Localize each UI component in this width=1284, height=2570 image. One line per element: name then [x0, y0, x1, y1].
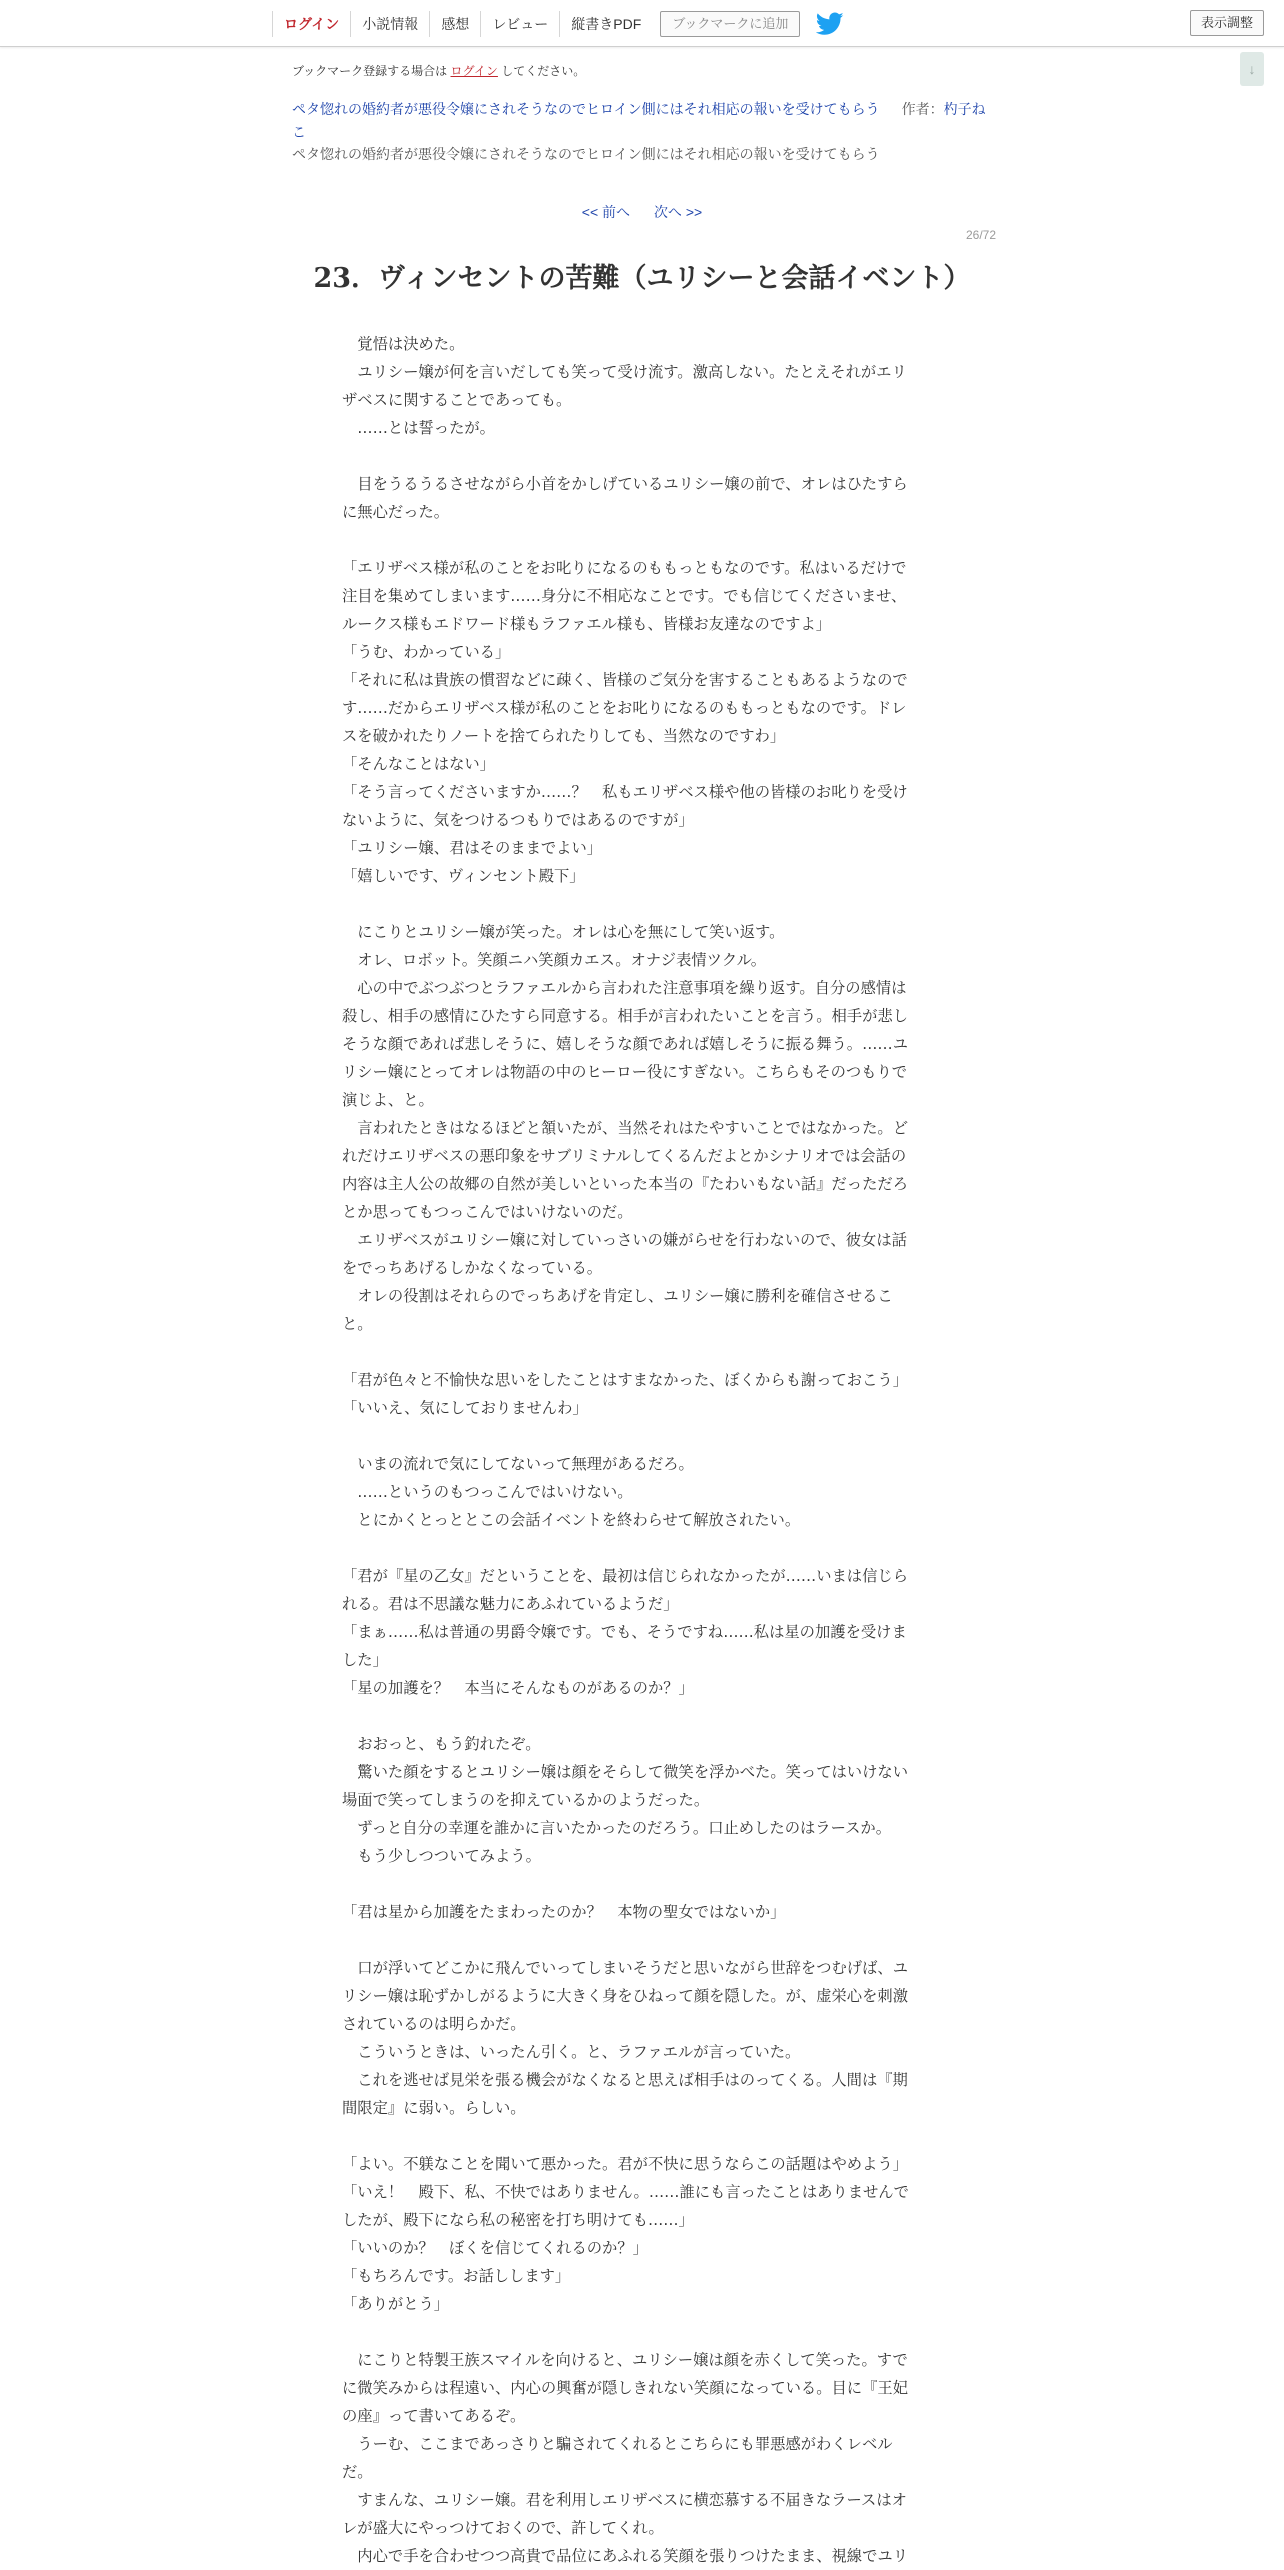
nav-impressions-link[interactable]: 感想 [429, 11, 480, 37]
text-line: ……というのもつっこんではいけない。 [342, 1483, 633, 1501]
notice-suffix: してください。 [501, 64, 586, 78]
text-line: と。 [342, 1315, 373, 1333]
text-line: 注目を集めてしまいます……身分に不相応なことです。でも信じてくださいませ、 [342, 587, 907, 605]
text-line: 「君が色々と不愉快な思いをしたことはすまなかった、ぼくからも謝っておこう」 [342, 1371, 908, 1389]
text-line: れだけエリザベスの悪印象をサブリミナルしてくるんだよとかシナリオでは会話の [342, 1147, 907, 1165]
text-line: 「もちろんです。お話しします」 [342, 2267, 571, 2285]
text-line: オレ、ロボット。笑顔ニハ笑顔カエス。オナジ表情ツクル。 [342, 951, 767, 969]
text-line: とにかくとっととこの会話イベントを終わらせて解放されたい。 [342, 1511, 801, 1529]
blank-line [342, 442, 942, 470]
author-label: 作者： [901, 101, 944, 117]
text-line: 口が浮いてどこかに飛んでいってしまいそうだと思いながら世辞をつむげば、ユ [342, 1959, 908, 1977]
blank-line [342, 890, 942, 918]
blank-line [342, 1422, 942, 1450]
display-settings-button[interactable]: 表示調整 [1190, 10, 1264, 36]
text-line: 目をうるうるさせながら小首をかしげているユリシー嬢の前で、オレはひたすら [342, 475, 908, 493]
text-line: 「ユリシー嬢、君はそのままでよい」 [342, 839, 603, 857]
text-line: 「そう言ってくださいますか……？ 私もエリザベス様や他の皆様のお叱りを受け [342, 783, 908, 801]
blank-line [342, 2318, 942, 2346]
text-line: 殺し、相手の感情にひたすら同意する。相手が言われたいことを言う。相手が悲し [342, 1007, 908, 1025]
text-line: 内容は主人公の故郷の自然が美しいといった本当の『たわいもない話』だっただろ [342, 1175, 908, 1193]
text-line: に無心だった。 [342, 503, 450, 521]
text-line: 言われたときはなるほどと頷いたが、当然それはたやすいことではなかった。ど [342, 1119, 908, 1137]
text-line: した」 [342, 1651, 388, 1669]
text-line: 「君が『星の乙女』だということを、最初は信じられなかったが……いまは信じら [342, 1567, 908, 1585]
twitter-icon[interactable] [816, 12, 844, 36]
nav-vertical-pdf-link[interactable]: 縦書きPDF [559, 11, 652, 37]
text-line: 「嬉しいです、ヴィンセント殿下」 [342, 867, 585, 885]
text-line: れる。君は不思議な魅力にあふれているようだ」 [342, 1595, 679, 1613]
text-line: 「それに私は貴族の慣習などに疎く、皆様のご気分を害することもあるようなので [342, 671, 908, 689]
text-line: もう少しつついてみよう。 [342, 1847, 541, 1865]
text-line: ずっと自分の幸運を誰かに言いたかったのだろう。口止めしたのはラースか。 [342, 1819, 892, 1837]
text-line: これを逃せば見栄を張る機会がなくなると思えば相手はのってくる。人間は『期 [342, 2071, 908, 2089]
blank-line [342, 1534, 942, 1562]
text-line: おおっと、もう釣れたぞ。 [342, 1735, 541, 1753]
nav-login-link[interactable]: ログイン [272, 11, 350, 37]
text-line: 場面で笑ってしまうのを抑えているかのようだった。 [342, 1791, 710, 1809]
text-line: 間限定』に弱い。らしい。 [342, 2099, 526, 2117]
scroll-down-icon[interactable]: ↓ [1240, 52, 1264, 86]
text-line: 「いいえ、気にしておりませんわ」 [342, 1399, 588, 1417]
text-line: 「いえ！ 殿下、私、不快ではありません。……誰にも言ったことはありませんで [342, 2183, 909, 2201]
text-line: ザベスに関することであっても。 [342, 391, 572, 409]
text-line: をでっちあげるしかなくなっている。 [342, 1259, 603, 1277]
text-line: リシー嬢は恥ずかしがるように大きく身をひねって顔を隠した。が、虚栄心を刺激 [342, 1987, 908, 2005]
text-line: 「そんなことはない」 [342, 755, 495, 773]
blank-line [342, 526, 942, 554]
text-line: す……だからエリザベス様が私のことをお叱りになるのももっともなのです。ドレ [342, 699, 907, 717]
text-line: スを破かれたりノートを捨てられたりしても、当然なのですわ」 [342, 727, 786, 745]
text-line: 「星の加護を？ 本当にそんなものがあるのか？」 [342, 1679, 694, 1697]
blank-line [342, 1702, 942, 1730]
text-line: そうな顔であれば悲しそうに、嬉しそうな顔であれば嬉しそうに振る舞う。……ユ [342, 1035, 908, 1053]
text-line: ないように、気をつけるつもりではあるのですが」 [342, 811, 694, 829]
nav-novel-info-link[interactable]: 小説情報 [350, 11, 429, 37]
text-line: に微笑みからは程遠い、内心の興奮が隠しきれない笑顔になっている。目に『王妃 [342, 2379, 908, 2397]
text-line: 「よい。不躾なことを聞いて悪かった。君が不快に思うならこの話題はやめよう」 [342, 2155, 908, 2173]
add-bookmark-button[interactable]: ブックマークに追加 [660, 11, 800, 37]
series-title-link[interactable]: ペタ惚れの婚約者が悪役令嬢にされそうなのでヒロイン側にはそれ相応の報いを受けてもらう [292, 101, 880, 117]
prev-chapter-link[interactable]: << 前へ [581, 204, 631, 220]
text-line: いまの流れで気にしてないって無理があるだろ。 [342, 1455, 694, 1473]
chapter-title: 23．ヴィンセントの苦難（ユリシーと会話イベント） [313, 263, 971, 294]
text-line: 「うむ、わかっている」 [342, 643, 511, 661]
text-line: 驚いた顔をするとユリシー嬢は顔をそらして微笑を浮かべた。笑ってはいけない [342, 1763, 908, 1781]
text-line: レが盛大にやっつけておくので、許してくれ。 [342, 2519, 664, 2537]
text-line: 内心で手を合わせつつ高貴で品位にあふれる笑顔を張りつけたまま、視線でユリ [342, 2547, 908, 2565]
text-line: 「まぁ……私は普通の男爵令嬢です。でも、そうですね……私は星の加護を受けま [342, 1623, 907, 1641]
nav-menu [272, 10, 844, 38]
text-line: こういうときは、いったん引く。と、ラファエルが言っていた。 [342, 2043, 801, 2061]
text-line: にこりと特製王族スマイルを向けると、ユリシー嬢は顔を赤くして笑った。すで [342, 2351, 908, 2369]
text-line: 心の中でぶつぶつとラファエルから言われた注意事項を繰り返す。自分の感情は [342, 979, 907, 997]
text-line: 「エリザベス様が私のことをお叱りになるのももっともなのです。私はいるだけで [342, 559, 907, 577]
text-line: 演じよ、と。 [342, 1091, 434, 1109]
series-header [292, 98, 992, 144]
text-line: 覚悟は決めた。 [342, 335, 465, 353]
text-line: にこりとユリシー嬢が笑った。オレは心を無にして笑い返す。 [342, 923, 785, 941]
text-line: エリザベスがユリシー嬢に対していっさいの嫌がらせを行わないので、彼女は話 [342, 1231, 907, 1249]
text-line: ルークス様もエドワード様もラファエル様も、皆様お友達なのですよ」 [342, 615, 832, 633]
text-line: だ。 [342, 2463, 373, 2481]
blank-line [342, 1926, 942, 1954]
blank-line [342, 2122, 942, 2150]
nav-review-link[interactable]: レビュー [480, 11, 559, 37]
notice-prefix: ブックマーク登録する場合は [292, 64, 448, 78]
text-line: の座』って書いてあるぞ。 [342, 2407, 526, 2425]
text-line: オレの役割はそれらのでっちあげを肯定し、ユリシー嬢に勝利を確信させるこ [342, 1287, 893, 1305]
text-line: ……とは誓ったが。 [342, 419, 495, 437]
top-navigation-bar [0, 0, 1284, 47]
blank-line [342, 1870, 942, 1898]
text-line: したが、殿下になら私の秘密を打ち明けても……」 [342, 2211, 694, 2229]
series-subtitle: ペタ惚れの婚約者が悪役令嬢にされそうなのでヒロイン側にはそれ相応の報いを受けてもらう [292, 146, 880, 162]
text-line: されているのは明らかだ。 [342, 2015, 526, 2033]
text-line: 「ありがとう」 [342, 2295, 450, 2313]
bookmark-login-notice [292, 62, 585, 79]
author-link[interactable]: 杓子ねこ [292, 101, 986, 140]
chapter-pager [0, 202, 1284, 222]
notice-login-link[interactable]: ログイン [450, 64, 498, 78]
text-line: ユリシー嬢が何を言いだしても笑って受け流す。激高しない。たとえそれがエリ [342, 363, 907, 381]
text-line: リシー嬢にとってオレは物語の中のヒーロー役にすぎない。こちらもそのつもりで [342, 1063, 908, 1081]
text-line: すまんな、ユリシー嬢。君を利用しエリザベスに横恋慕する不届きなラースはオ [342, 2491, 907, 2509]
blank-line [342, 1338, 942, 1366]
page-number: 26/72 [965, 228, 996, 242]
novel-body-text [342, 330, 942, 2570]
text-line: 「いいのか？ ぼくを信じてくれるのか？」 [342, 2239, 648, 2257]
text-line: とか思ってもつっこんではいけないのだ。 [342, 1203, 633, 1221]
text-line: うーむ、ここまであっさりと騙されてくれるとこちらにも罪悪感がわくレベル [342, 2435, 893, 2453]
text-line: 「君は星から加護をたまわったのか？ 本物の聖女ではないか」 [342, 1903, 786, 1921]
next-chapter-link[interactable]: 次へ >> [653, 204, 703, 220]
